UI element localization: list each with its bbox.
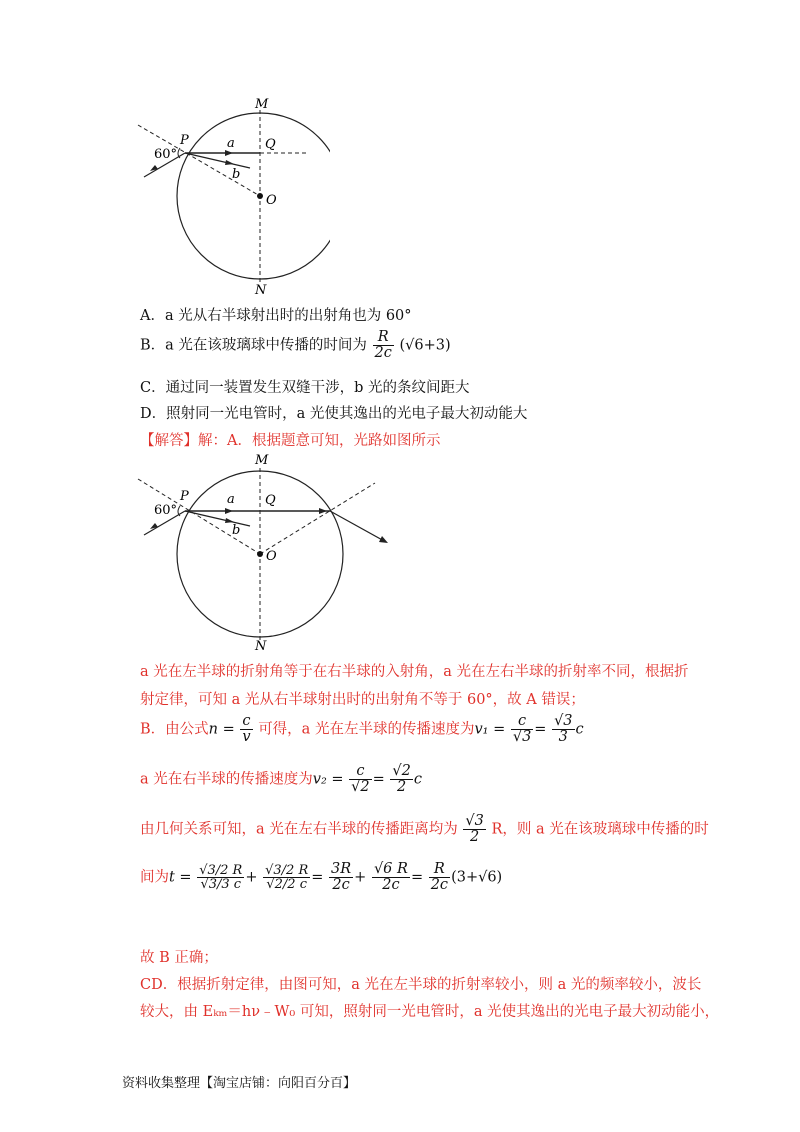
ray-b bbox=[185, 153, 250, 168]
option-B: B．a 光在该玻璃球中传播的时间为 $\frac{R}{2c}$ (√6+3) bbox=[140, 329, 451, 362]
sphere-circle bbox=[177, 113, 330, 279]
label-O: O bbox=[266, 193, 277, 208]
formula-B: B．由公式n = $\frac{c}{v}$ 可得，a 光在左半球的传播速度为v₁ = $\frac{c}{√3}$ = $\frac{√3}{3}$ c bbox=[140, 713, 584, 746]
label-N: N bbox=[255, 283, 267, 297]
label-O-2: O bbox=[266, 549, 277, 564]
label-P: P bbox=[180, 133, 189, 148]
option-C: C．通过同一装置发生双缝干涉，b 光的条纹间距大 bbox=[140, 380, 470, 396]
distance-line: 由几何关系可知，a 光在左右半球的传播距离均为 $\frac{√3}{2}$ R，则 a 光在该玻璃球中传播的时 bbox=[140, 813, 709, 846]
label-P-2: P bbox=[180, 489, 189, 504]
label-a-2: a bbox=[227, 492, 235, 507]
para1-line2: 射定律，可知 a 光从右半球射出时的出射角不等于 60°，故 A 错误； bbox=[140, 692, 585, 708]
answer-intro: 【解答】解：A．根据题意可知，光路如图所示 bbox=[140, 433, 441, 449]
label-M: M bbox=[255, 97, 269, 112]
figure-1-diagram bbox=[130, 92, 330, 297]
time-formula: 间为t = $\frac{√3/2 R}{√3/3 c}$ + $\frac{√3/2 R}{√2/2 c}$ = $\frac{3R}{2c}$ + $\frac{√6 R}{2c}$ = $\frac{R}{2c}$ (3+√6) bbox=[140, 861, 503, 894]
formula-v2: a 光在右半球的传播速度为v₂ = $\frac{c}{√2}$ = $\frac{√2}{2}$ c bbox=[140, 763, 422, 796]
label-b-2: b bbox=[232, 523, 241, 538]
conclusion-B: 故 B 正确； bbox=[140, 950, 218, 966]
label-a: a bbox=[227, 136, 235, 151]
label-angle-2: 60° bbox=[154, 503, 178, 518]
para1-line1: a 光在左半球的折射角等于在右半球的入射角，a 光在左右半球的折射率不同，根据折 bbox=[140, 664, 689, 680]
label-angle: 60° bbox=[154, 147, 178, 162]
label-M-2: M bbox=[255, 453, 269, 468]
footer-text: 资料收集整理【淘宝店铺：向阳百分百】 bbox=[122, 1076, 357, 1091]
center-O bbox=[257, 193, 263, 199]
label-b: b bbox=[232, 167, 241, 182]
option-A: A．a 光从右半球射出时的出射角也为 60° bbox=[140, 308, 412, 324]
label-N-2: N bbox=[255, 639, 267, 654]
label-Q-2: Q bbox=[265, 493, 276, 508]
option-D: D．照射同一光电管时，a 光使其逸出的光电子最大初动能大 bbox=[140, 406, 528, 422]
label-Q: Q bbox=[265, 137, 276, 152]
CD-line2: 较大，由 Eₖₘ＝hν﹣W₀ 可知，照射同一光电管时，a 光使其逸出的光电子最大初动能小， bbox=[140, 1004, 720, 1020]
CD-line1: CD．根据折射定律，由图可知，a 光在左半球的折射率较小，则 a 光的频率较小，波长 bbox=[140, 977, 702, 993]
figure-2-diagram bbox=[130, 450, 400, 655]
